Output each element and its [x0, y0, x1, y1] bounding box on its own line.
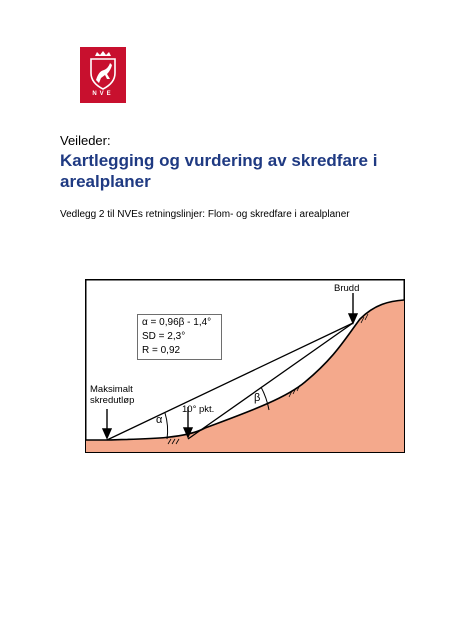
logo-text: NVE [92, 91, 114, 97]
formula-line-3: R = 0,92 [142, 345, 181, 356]
label-alpha: α [156, 414, 163, 426]
label-runout-2: skredutløp [90, 395, 135, 406]
document-subtitle: Vedlegg 2 til NVEs retningslinjer: Flom- og skredfare i arealplaner [60, 209, 350, 220]
label-brudd: Brudd [334, 283, 360, 294]
label-beta: β [254, 392, 261, 404]
formula-line-2: SD = 2,3° [142, 331, 186, 342]
formula-box [137, 314, 222, 360]
label-runout-1: Maksimalt [90, 384, 133, 395]
formula-line-1: α = 0,96β - 1,4° [142, 317, 212, 328]
document-kicker: Veileder: [60, 133, 111, 148]
document-title: Kartlegging og vurdering av skredfare i arealplaner [60, 151, 378, 191]
label-10-point: 10° pkt. [182, 404, 215, 415]
slope-diagram [85, 279, 405, 453]
